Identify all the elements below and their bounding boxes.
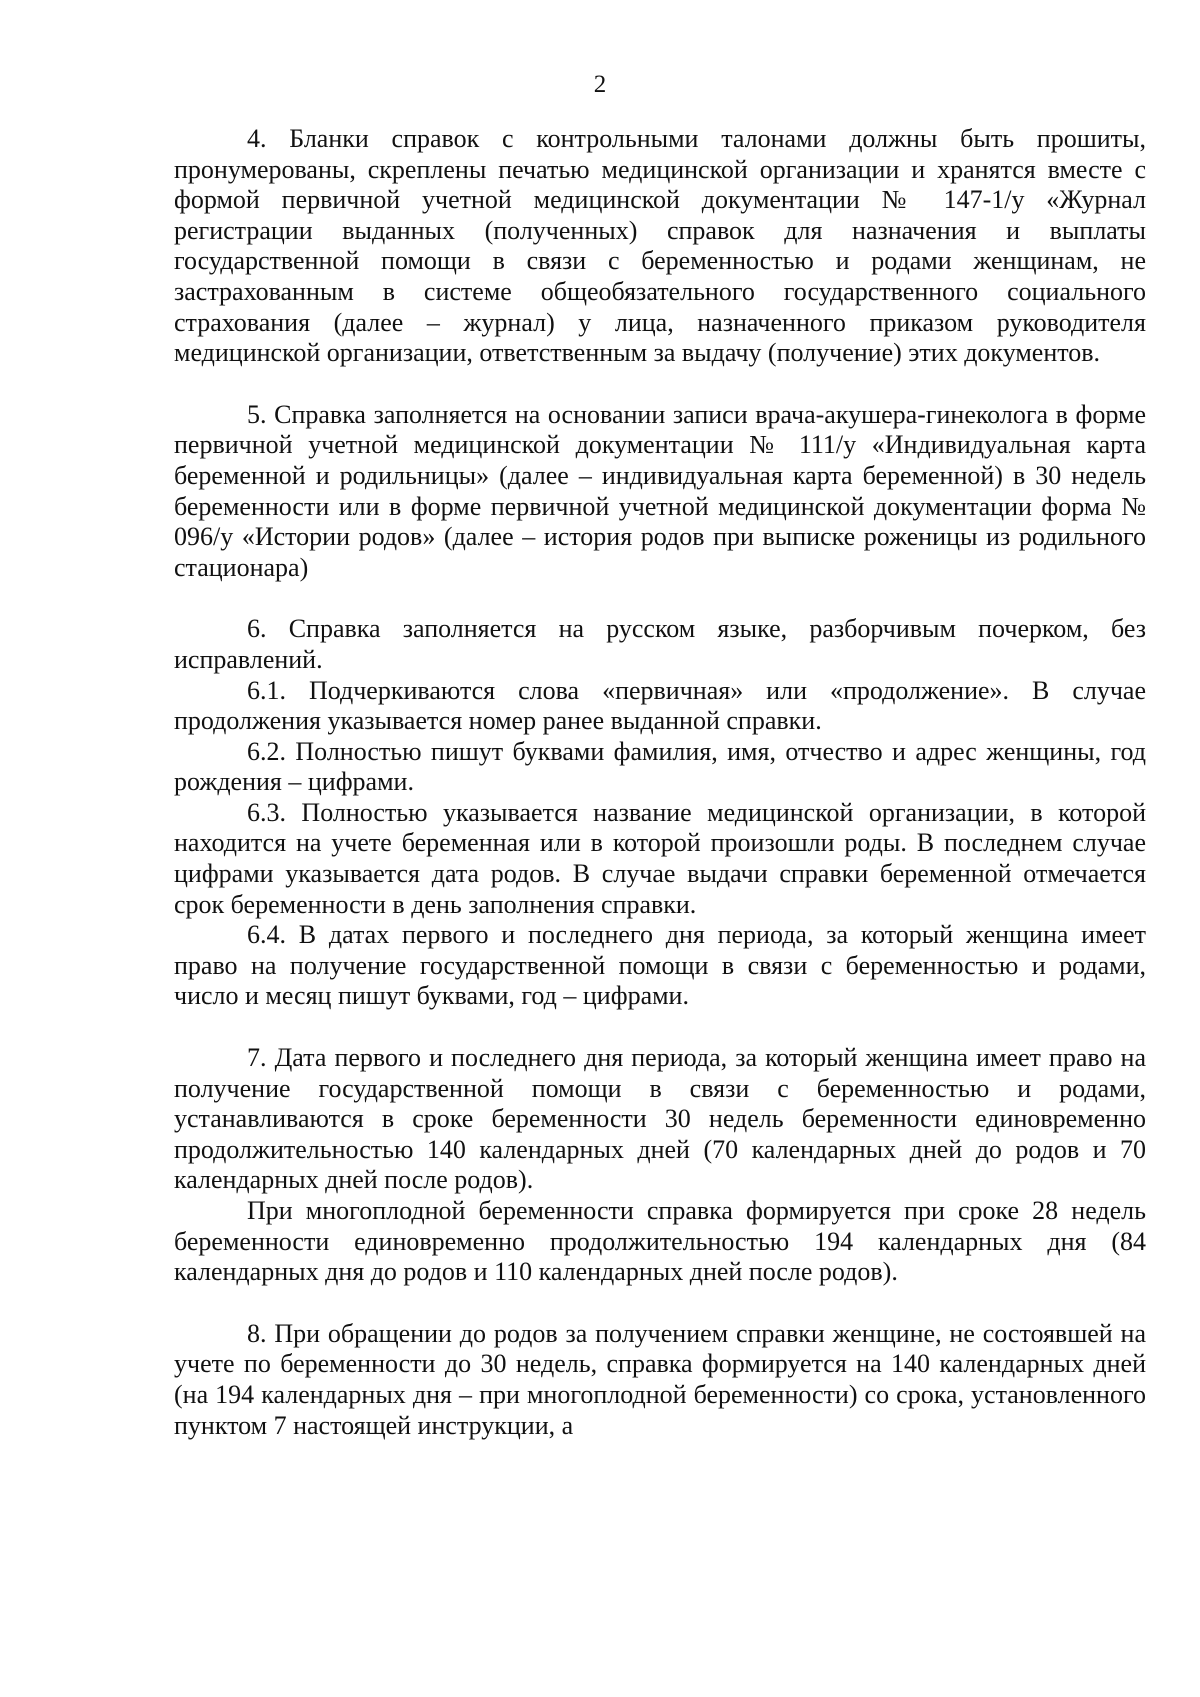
page-number: 2 — [593, 71, 607, 98]
paragraph-6-1: 6.1. Подчеркиваются слова «первичная» или «продолжение». В случае продолжения указывается номер ранее выданной справки. — [174, 675, 1146, 736]
paragraph-7: 7. Дата первого и последнего дня периода, за который женщина имеет право на получение государственной помощи в связи с беременностью и родами, устанавливаются в сроке беременности 30 недель беременности единовременно продолжительностью 140 календарных дней (70 календарных дней до родов и 70 календарных дней после родов). — [174, 1043, 1146, 1195]
paragraph-5: 5. Справка заполняется на основании записи врача-акушера-гинеколога в форме первичной учетной медицинской документации № 111/у «Индивидуальная карта беременной и родильницы» (далее – индивидуальная карта беременной) в 30 недель беременности или в форме первичной учетной медицинской документации форма № 096/у «Истории родов» (далее – история родов при выписке роженицы из родильного стационара) — [174, 399, 1146, 582]
document-body — [174, 124, 1146, 1441]
paragraph-4: 4. Бланки справок с контрольными талонами должны быть прошиты, пронумерованы, скреплены печатью медицинской организации и хранятся вместе с формой первичной учетной медицинской документации № 147-1/у «Журнал регистрации выданных (полученных) справок для назначения и выплаты государственной помощи в связи с беременностью и родами женщинам, не застрахованным в системе общеобязательного государственного социального страхования (далее – журнал) у лица, назначенного приказом руководителя медицинской организации, ответственным за выдачу (получение) этих документов. — [174, 124, 1146, 368]
paragraph-6-2: 6.2. Полностью пишут буквами фамилия, имя, отчество и адрес женщины, год рождения – цифрами. — [174, 736, 1146, 797]
paragraph-6-3: 6.3. Полностью указывается название медицинской организации, в которой находится на учете беременная или в которой произошли роды. В последнем случае цифрами указывается дата родов. В случае выдачи справки беременной отмечается срок беременности в день заполнения справки. — [174, 797, 1146, 919]
paragraph-7-multiple-pregnancy: При многоплодной беременности справка формируется при сроке 28 недель беременности единовременно продолжительностью 194 календарных дня (84 календарных дня до родов и 110 календарных дней после родов). — [174, 1196, 1146, 1287]
paragraph-8: 8. При обращении до родов за получением справки женщине, не состоявшей на учете по беременности до 30 недель, справка формируется на 140 календарных дней (на 194 календарных дня – при многоплодной беременности) со срока, установленного пунктом 7 настоящей инструкции, а — [174, 1318, 1146, 1440]
paragraph-6: 6. Справка заполняется на русском языке, разборчивым почерком, без исправлений. — [174, 614, 1146, 674]
paragraph-6-4: 6.4. В датах первого и последнего дня периода, за который женщина имеет право на получение государственной помощи в связи с беременностью и родами, число и месяц пишут буквами, год – цифрами. — [174, 920, 1146, 1011]
